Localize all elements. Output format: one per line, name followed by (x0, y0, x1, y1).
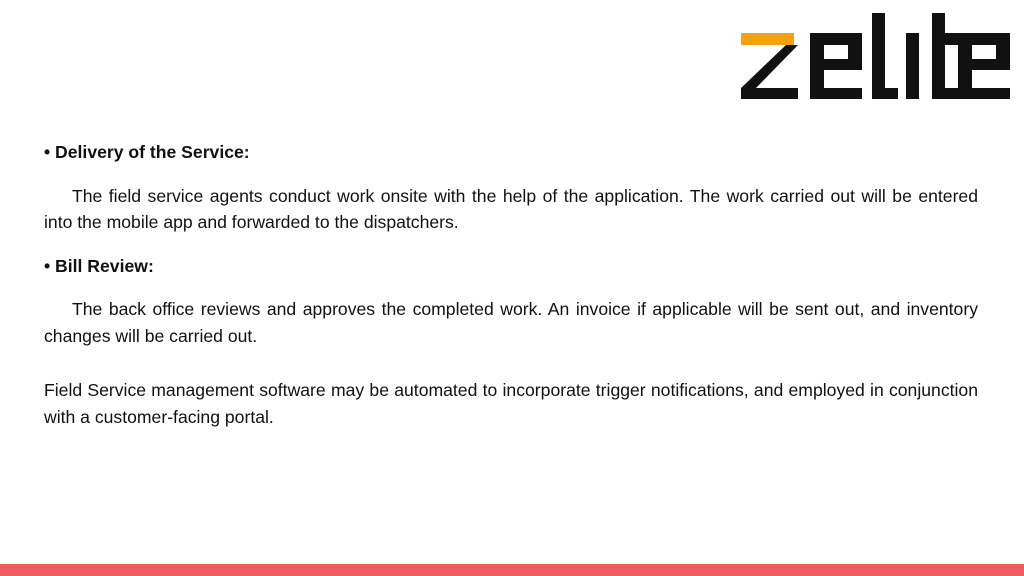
zelite-logo (738, 8, 1012, 104)
logo-l (872, 13, 898, 99)
logo-i (906, 33, 919, 99)
logo-e (810, 33, 862, 99)
logo-z-top (741, 33, 794, 45)
zelite-logo-mark (738, 8, 1012, 104)
logo-z-body (741, 45, 798, 99)
section-body-bill-review: The back office reviews and approves the completed work. An invoice if applicable will be sent out, and inventory changes will be carried out. (44, 299, 978, 346)
section-body-delivery: The field service agents conduct work onsite with the help of the application. The work carried out will be entered into the mobile app and forwarded to the dispatchers. (44, 185, 978, 232)
logo-e2 (958, 33, 1010, 99)
section-heading-delivery: • Delivery of the Service: (44, 142, 250, 162)
slide-content (44, 139, 978, 430)
footer-accent-bar (0, 564, 1024, 576)
closing-paragraph: Field Service management software may be automated to incorporate trigger notifications, and employed in conjunction with a customer-facing portal. (44, 380, 978, 427)
logo-t (932, 13, 959, 99)
section-heading-bill-review: • Bill Review: (44, 255, 154, 276)
